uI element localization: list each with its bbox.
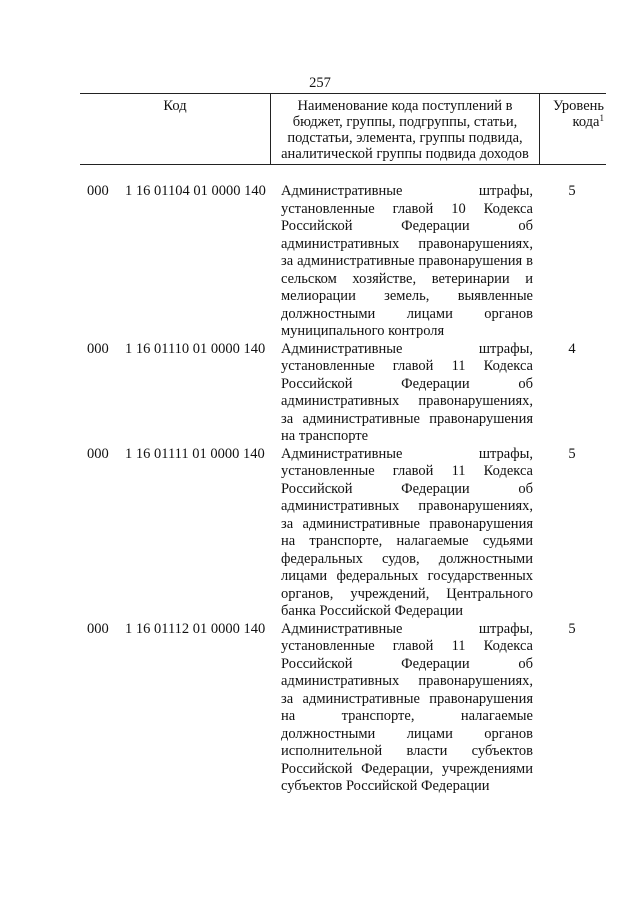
- row-name: Административные штрафы, установленные главой 10 Кодекса Российской Федерации об административных правонарушениях, за административные правонарушения в сельском хозяйстве, ветеринарии и мелиорации земель, выявленные должностными лицами органов муниципального контроля: [281, 183, 533, 339]
- row-prefix: 000: [87, 445, 109, 462]
- header-code: Код: [163, 98, 187, 114]
- header-level: [540, 94, 606, 164]
- row-prefix: 000: [87, 183, 109, 199]
- table-row: [0, 621, 640, 796]
- row-code: 1 16 01110 01 0000 140: [125, 340, 266, 357]
- row-code: 1 16 01104 01 0000 140: [125, 183, 266, 199]
- row-level: 5: [568, 183, 576, 199]
- table-row: [0, 183, 640, 341]
- row-code: 1 16 01112 01 0000 140: [125, 620, 266, 637]
- row-level: 5: [568, 445, 576, 462]
- header-name: Наименование кода поступлений в бюджет, группы, подгруппы, статьи, подстатьи, элемента, группы подвида, аналитической группы подвида доходов: [270, 94, 540, 164]
- row-prefix: 000: [87, 620, 109, 637]
- row-name: Административные штрафы, установленные главой 11 Кодекса Российской Федерации об административных правонарушениях, за административные правонарушения на транспорте, налагаемые судьями федеральных судов, должностными лицами федеральных государственных органов, учреждений, Центрального банка Российской Федерации: [281, 445, 533, 619]
- table-row: [0, 341, 640, 446]
- row-level: 5: [568, 620, 576, 637]
- row-name: Административные штрафы, установленные главой 11 Кодекса Российской Федерации об административных правонарушениях, за административные правонарушения на транспорте: [281, 340, 533, 444]
- header-level-text: Уровень кода: [552, 98, 604, 130]
- row-code: 1 16 01111 01 0000 140: [125, 445, 265, 462]
- page-number: 257: [309, 75, 331, 91]
- row-level: 4: [568, 340, 576, 357]
- table-header: [80, 93, 606, 165]
- table-row: [0, 446, 640, 621]
- table-body: [0, 183, 640, 796]
- row-name: Административные штрафы, установленные главой 11 Кодекса Российской Федерации об административных правонарушениях, за административные правонарушения на транспорте, налагаемые должностными лицами органов исполнительной власти субъектов Российской Федерации, учреждениями субъектов Российской Федерации: [281, 620, 533, 794]
- row-prefix: 000: [87, 340, 109, 357]
- header-level-footnote: 1: [599, 113, 604, 123]
